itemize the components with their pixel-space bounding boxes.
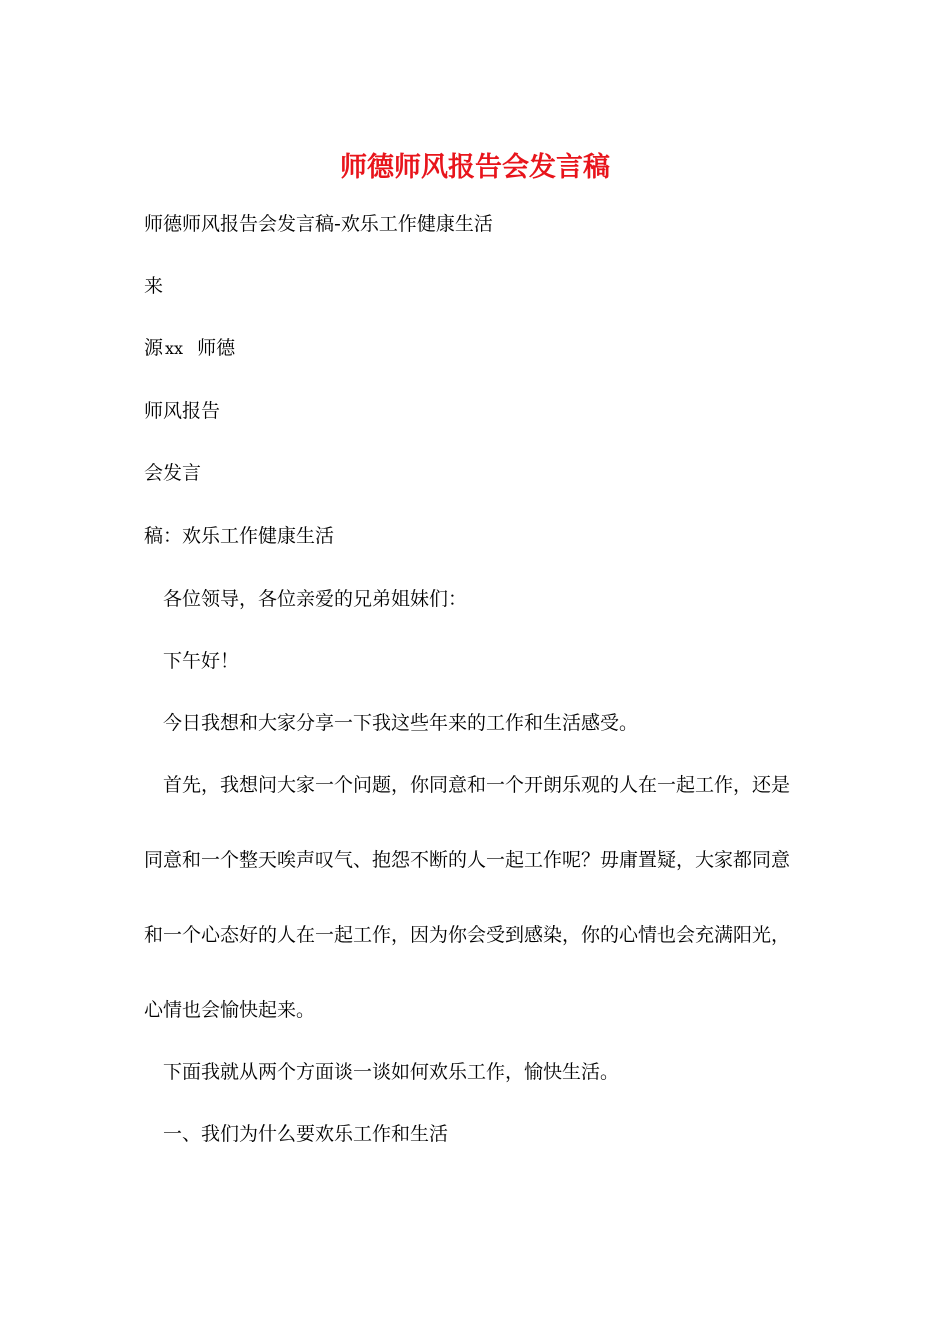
- source-line-4: 会发言: [144, 462, 202, 484]
- source-name: xx: [165, 339, 184, 358]
- paragraph-1-line-3: 和一个心态好的人在一起工作，因为你会受到感染，你的心情也会充满阳光，: [144, 924, 791, 946]
- greeting: 各位领导，各位亲爱的兄弟姐妹们：: [163, 588, 468, 610]
- source-line-5: 稿：欢乐工作健康生活: [144, 525, 335, 547]
- section-1-heading: 一、我们为什么要欢乐工作和生活: [163, 1123, 449, 1145]
- source-line-1: 来: [144, 275, 164, 297]
- source-line-3: 师风报告: [144, 400, 221, 422]
- document-title: 师德师风报告会发言稿: [340, 152, 610, 183]
- paragraph-1-line-2: 同意和一个整天唉声叹气、抱怨不断的人一起工作呢？毋庸置疑，大家都同意: [144, 849, 791, 871]
- paragraph-1-line-4: 心情也会愉快起来。: [144, 999, 316, 1021]
- source-line-2-prefix: 源: [144, 337, 164, 359]
- paragraph-1-line-1: 首先，我想问大家一个问题，你同意和一个开朗乐观的人在一起工作，还是: [163, 774, 791, 796]
- source-line-2: [144, 334, 235, 363]
- source-line-2-suffix: 师德: [197, 337, 236, 359]
- paragraph-2: 下面我就从两个方面谈一谈如何欢乐工作，愉快生活。: [163, 1061, 620, 1083]
- salutation: 下午好！: [163, 650, 240, 672]
- intro-paragraph: 今日我想和大家分享一下我这些年来的工作和生活感受。: [163, 712, 639, 734]
- document-subtitle: 师德师风报告会发言稿-欢乐工作健康生活: [144, 213, 493, 235]
